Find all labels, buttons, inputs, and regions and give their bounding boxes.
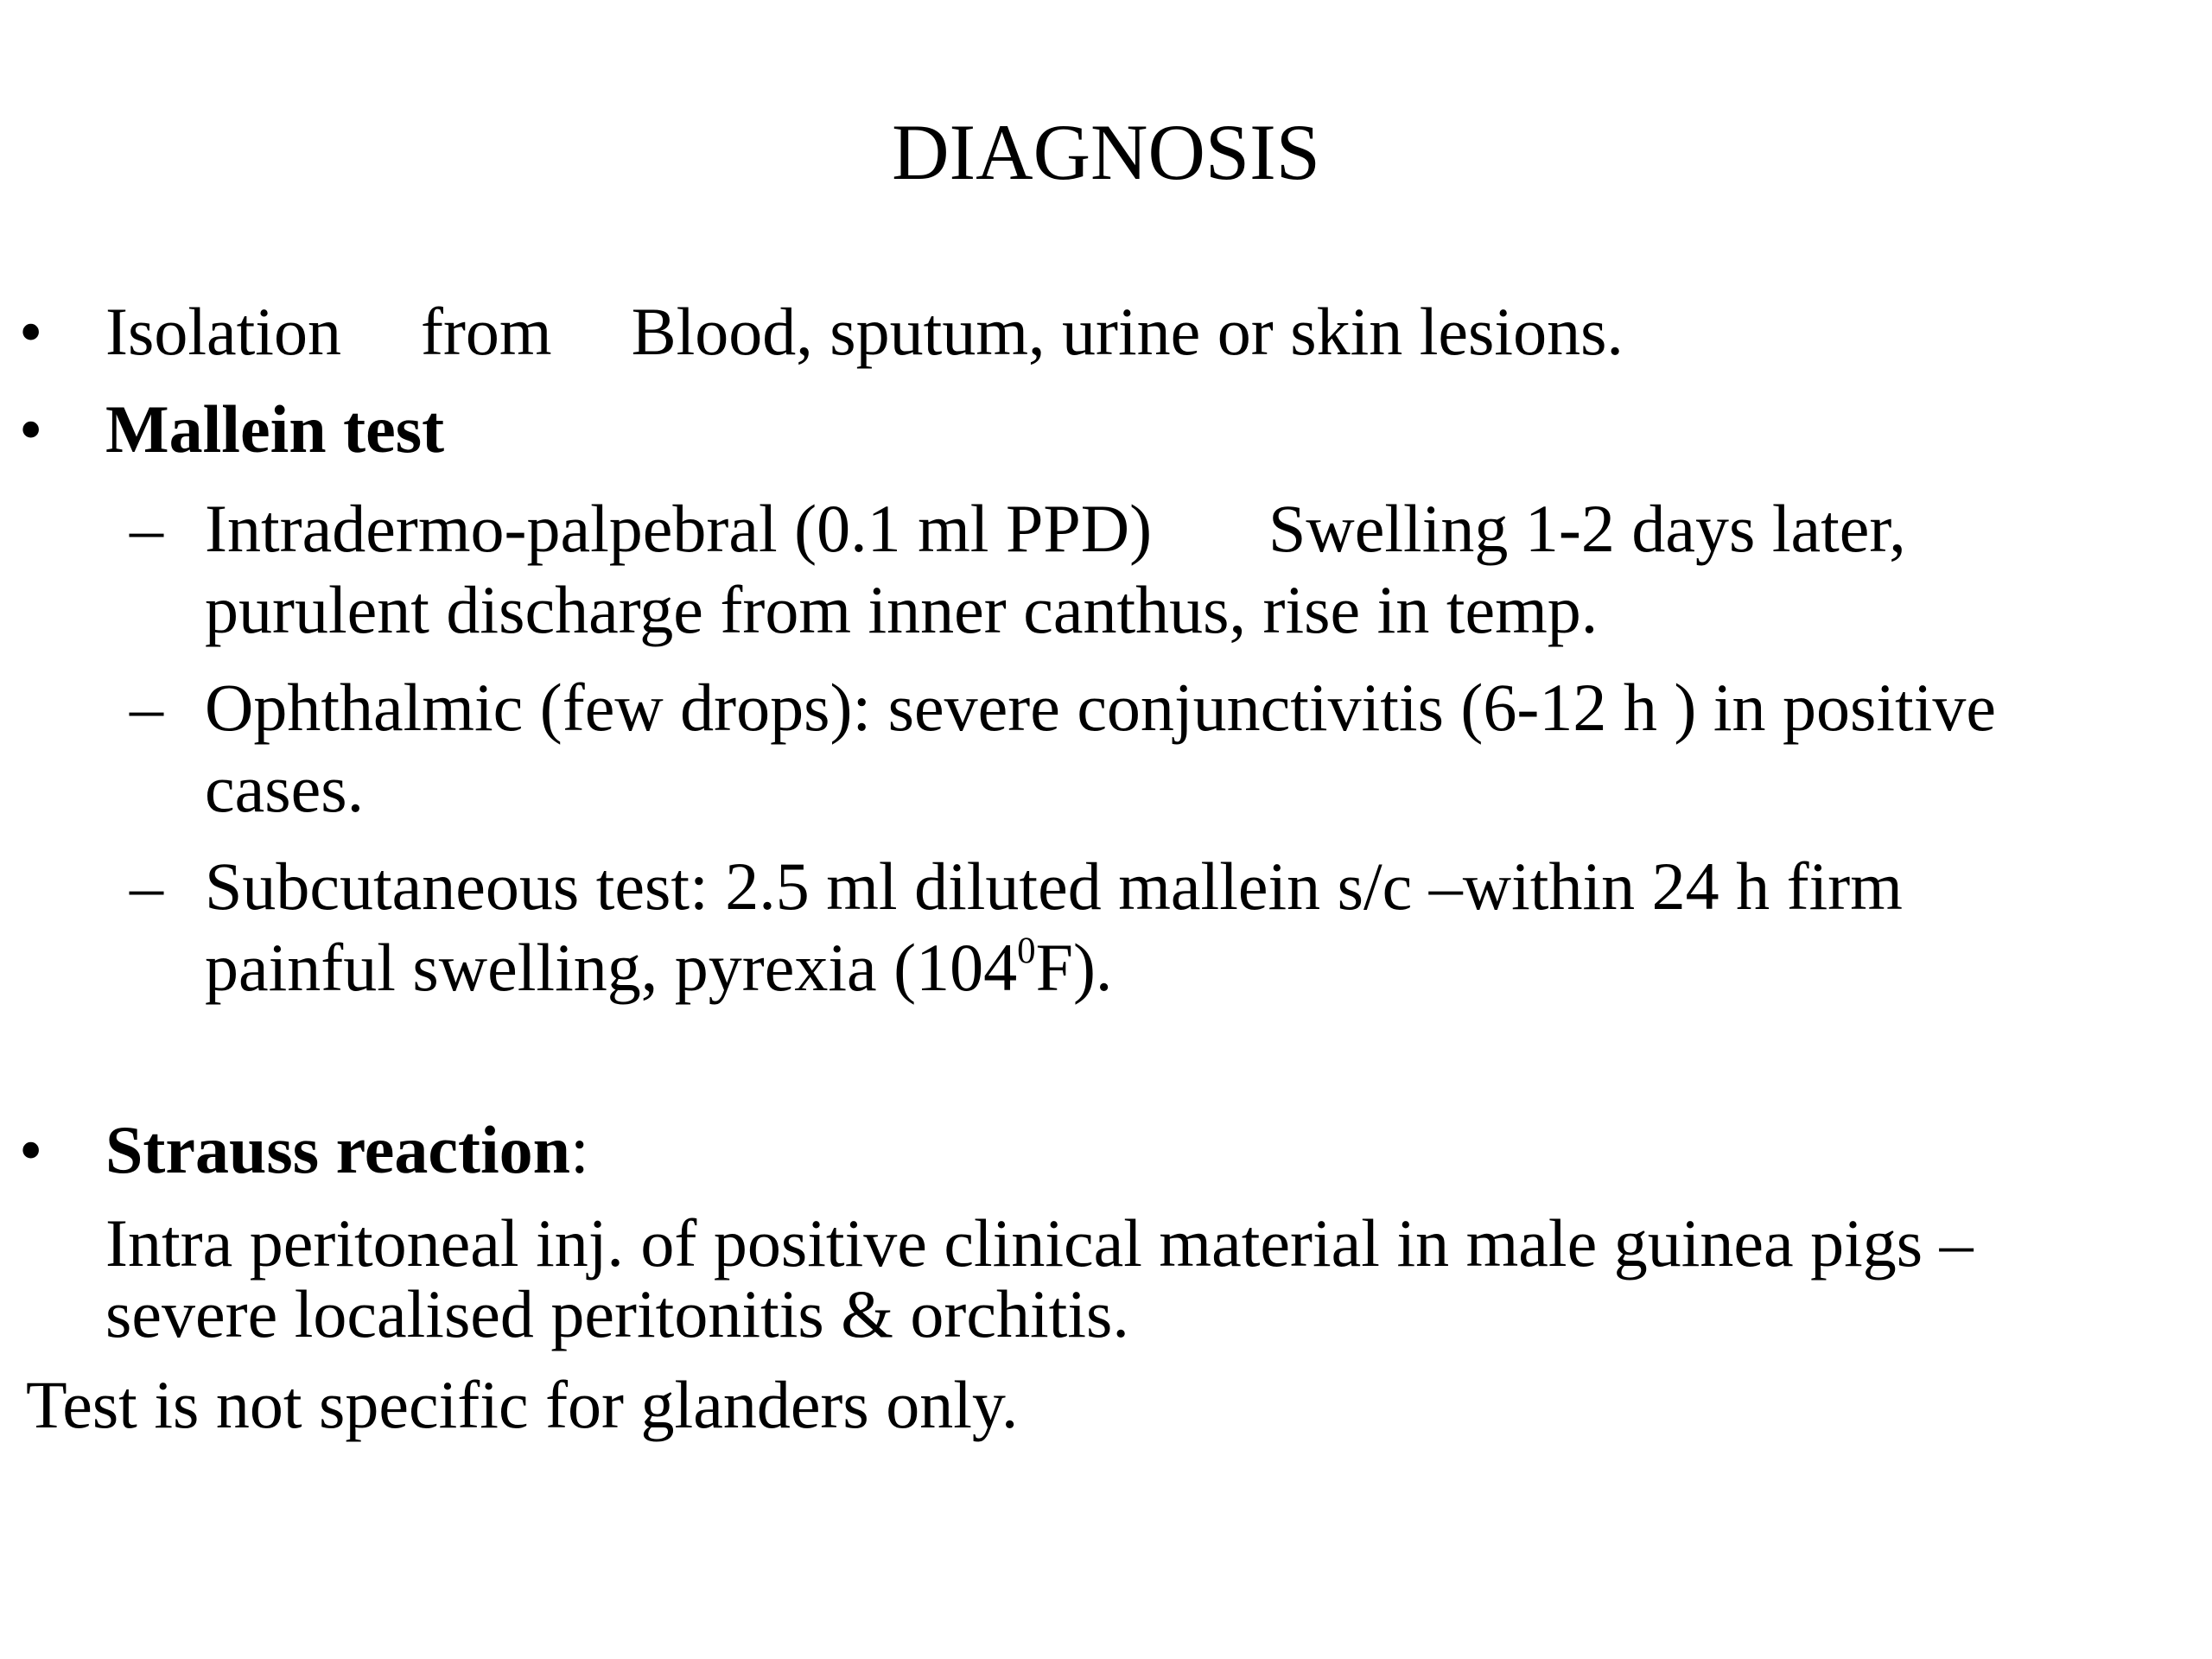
bullet-marker: • — [19, 294, 43, 369]
mallein-item-3-line-2: painful swelling, pyrexia $(104^0F)$. — [205, 930, 1113, 1005]
dash-marker: – — [130, 491, 163, 566]
strauss-line-1: Intra peritoneal inj. of positive clinical material in male guinea pigs – — [105, 1205, 1974, 1281]
degree-superscript: 0 — [1017, 930, 1036, 971]
strauss-heading-line: Strauss reaction: — [105, 1112, 589, 1187]
dash-marker: – — [130, 670, 163, 745]
isolation-from: from — [420, 294, 552, 369]
mallein-item-1-method: Intradermo-palpebral (0.1 ml PPD) — [205, 491, 1153, 566]
mallein-item-1-line-1 — [205, 491, 1906, 566]
mallein-item-2-line-1: Ophthalmic (few drops): severe conjunctivitis (6-12 h ) in positive — [205, 670, 1997, 745]
mallein-item-1-result: Swelling 1-2 days later, — [1268, 491, 1906, 566]
strauss-line-2: severe localised peritonitis & orchitis. — [105, 1276, 1129, 1351]
mallein-item-2-line-2: cases. — [205, 751, 365, 826]
mallein-item-1-line-2: purulent discharge from inner canthus, rise in temp. — [205, 572, 1599, 647]
mallein-item-3-line-1: Subcutaneous test: 2.5 ml diluted mallein s/c –within 24 h firm — [205, 849, 1903, 924]
slide-title: DIAGNOSIS — [892, 108, 1320, 196]
bullet-marker: • — [19, 391, 43, 467]
bullet-marker: • — [19, 1112, 43, 1187]
isolation-sources: Blood, sputum, urine or skin lesions. — [631, 294, 1624, 369]
specificity-note: Test is not specific for glanders only. — [26, 1367, 1019, 1442]
mallein-heading: Mallein test — [105, 391, 445, 467]
strauss-heading: Strauss reaction — [105, 1112, 571, 1187]
dash-marker: – — [130, 849, 163, 924]
isolation-item — [105, 294, 1624, 369]
isolation-label: Isolation — [105, 294, 341, 369]
